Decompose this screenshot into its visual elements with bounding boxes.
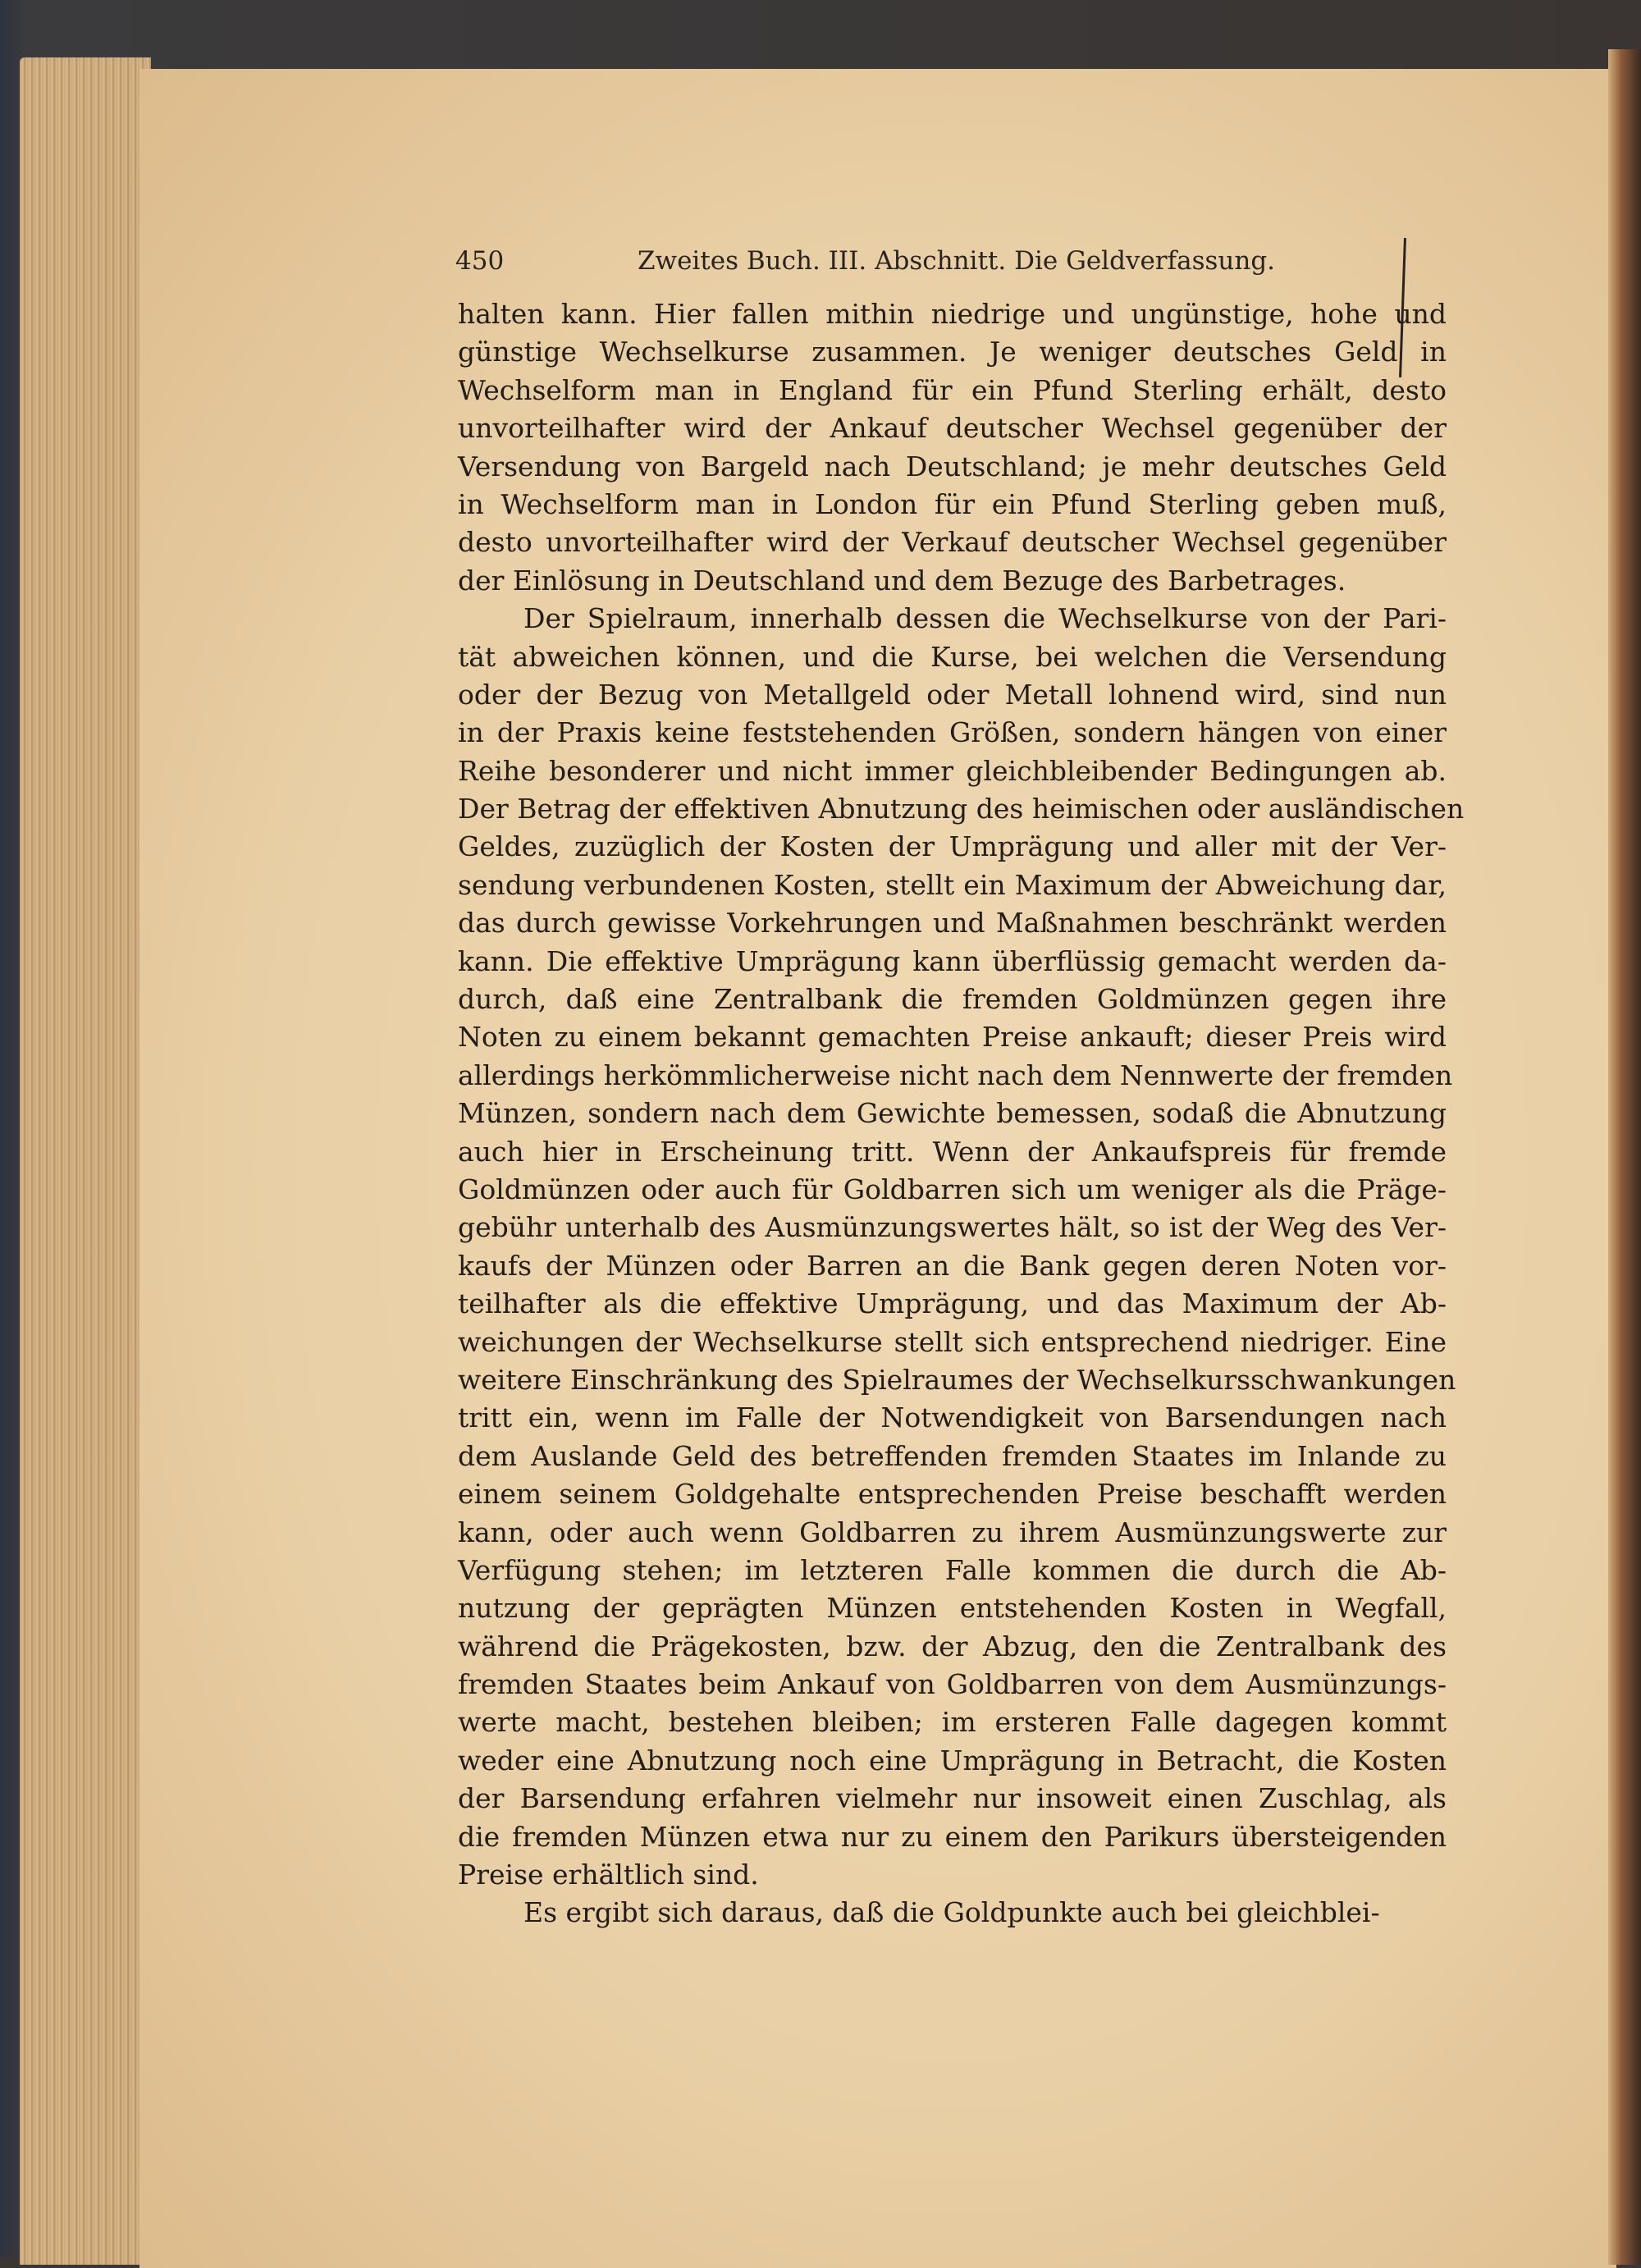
text-line: der Einlösung in Deutschland und dem Bezuge des Barbetrages. xyxy=(458,564,1346,597)
text-line: kaufs der Münzen oder Barren an die Bank gegen deren Noten vor- xyxy=(458,1249,1447,1282)
text-line: unvorteilhafter wird der Ankauf deutscher Wechsel gegenüber der xyxy=(458,412,1447,445)
text-line: oder der Bezug von Metallgeld oder Metall lohnend wird, sind nun xyxy=(458,678,1447,711)
text-line: Preise erhältlich sind. xyxy=(458,1859,759,1891)
text-line: kann, oder auch wenn Goldbarren zu ihrem Ausmünzungswerte zur xyxy=(458,1516,1447,1548)
text-line: halten kann. Hier fallen mithin niedrige und ungünstige, hohe und xyxy=(458,298,1447,330)
text-line: tritt ein, wenn im Falle der Notwendigkeit von Barsendungen nach xyxy=(458,1401,1447,1434)
text-line: während die Prägekosten, bzw. der Abzug, den die Zentralbank des xyxy=(458,1630,1447,1662)
page-edges xyxy=(20,57,151,2265)
text-line: durch, daß eine Zentralbank die fremden Goldmünzen gegen ihre xyxy=(458,983,1447,1016)
text-line: auch hier in Erscheinung tritt. Wenn der Ankaufspreis für fremde xyxy=(458,1135,1447,1168)
text-line: günstige Wechselkurse zusammen. Je weniger deutsches Geld in xyxy=(458,336,1447,368)
text-line: fremden Staates beim Ankauf von Goldbarren von dem Ausmünzungs- xyxy=(458,1668,1447,1701)
text-line: nutzung der geprägten Münzen entstehenden Kosten in Wegfall, xyxy=(458,1592,1447,1625)
text-line: allerdings herkömmlicherweise nicht nach dem Nennwerte der fremden xyxy=(458,1059,1453,1091)
body-text xyxy=(458,295,1465,1932)
text-line: Wechselform man in England für ein Pfund Sterling erhält, desto xyxy=(458,373,1447,406)
text-line: Der Betrag der effektiven Abnutzung des heimischen oder ausländischen xyxy=(458,793,1465,825)
text-line: weder eine Abnutzung noch eine Umprägung in Betracht, die Kosten xyxy=(458,1744,1447,1776)
text-line: in Wechselform man in London für ein Pfund Sterling geben muß, xyxy=(458,487,1447,520)
text-line: teilhafter als die effektive Umprägung, und das Maximum der Ab- xyxy=(458,1287,1447,1320)
text-line: gebühr unterhalb des Ausmünzungswertes hält, so ist der Weg des Ver- xyxy=(458,1211,1447,1244)
text-line: tät abweichen können, und die Kurse, bei welchen die Versendung xyxy=(458,640,1447,673)
text-line: desto unvorteilhafter wird der Verkauf deutscher Wechsel gegenüber xyxy=(458,526,1447,559)
text-line: Versendung von Bargeld nach Deutschland; je mehr deutsches Geld xyxy=(458,450,1447,482)
text-line: das durch gewisse Vorkehrungen und Maßnahmen beschränkt werden xyxy=(458,907,1447,940)
running-title: Zweites Buch. III. Abschnitt. Die Geldverfassung. xyxy=(638,246,1276,276)
text-line: dem Auslande Geld des betreffenden fremden Staates im Inlande zu xyxy=(458,1439,1447,1472)
text-line: Geldes, zuzüglich der Kosten der Umprägung und aller mit der Ver- xyxy=(458,830,1447,863)
paragraph xyxy=(458,600,1465,1894)
text-line: der Barsendung erfahren vielmehr nur insoweit einen Zuschlag, als xyxy=(458,1782,1447,1815)
text-line: Der Spielraum, innerhalb dessen die Wechselkurse von der Pari- xyxy=(523,602,1447,635)
text-line: Verfügung stehen; im letzteren Falle kommen die durch die Ab- xyxy=(458,1553,1447,1586)
text-line: sendung verbundenen Kosten, stellt ein Maximum der Abweichung dar, xyxy=(458,868,1447,901)
paragraph xyxy=(458,295,1447,600)
text-line: Es ergibt sich daraus, daß die Goldpunkte auch bei gleichblei- xyxy=(523,1896,1380,1929)
text-line: weichungen der Wechselkurse stellt sich entsprechend niedriger. Eine xyxy=(458,1325,1447,1358)
book-spine-edge xyxy=(1608,49,1641,2265)
text-line: einem seinem Goldgehalte entsprechenden Preise beschafft werden xyxy=(458,1478,1447,1511)
text-line: weitere Einschränkung des Spielraumes der Wechselkursschwankungen xyxy=(458,1363,1456,1396)
page-number: 450 xyxy=(455,246,505,276)
text-line: in der Praxis keine feststehenden Größen, sondern hängen von einer xyxy=(458,716,1447,749)
text-line: kann. Die effektive Umprägung kann überflüssig gemacht werden da- xyxy=(458,944,1447,977)
paragraph xyxy=(458,1894,1447,1932)
text-line: Reihe besonderer und nicht immer gleichbleibender Bedingungen ab. xyxy=(458,754,1447,787)
text-line: Münzen, sondern nach dem Gewichte bemessen, sodaß die Abnutzung xyxy=(458,1097,1447,1130)
text-line: werte macht, bestehen bleiben; im ersteren Falle dagegen kommt xyxy=(458,1706,1447,1739)
text-line: Goldmünzen oder auch für Goldbarren sich um weniger als die Präge- xyxy=(458,1173,1447,1205)
text-line: Noten zu einem bekannt gemachten Preise ankauft; dieser Preis wird xyxy=(458,1021,1447,1054)
text-line: die fremden Münzen etwa nur zu einem den Parikurs übersteigenden xyxy=(458,1820,1447,1853)
